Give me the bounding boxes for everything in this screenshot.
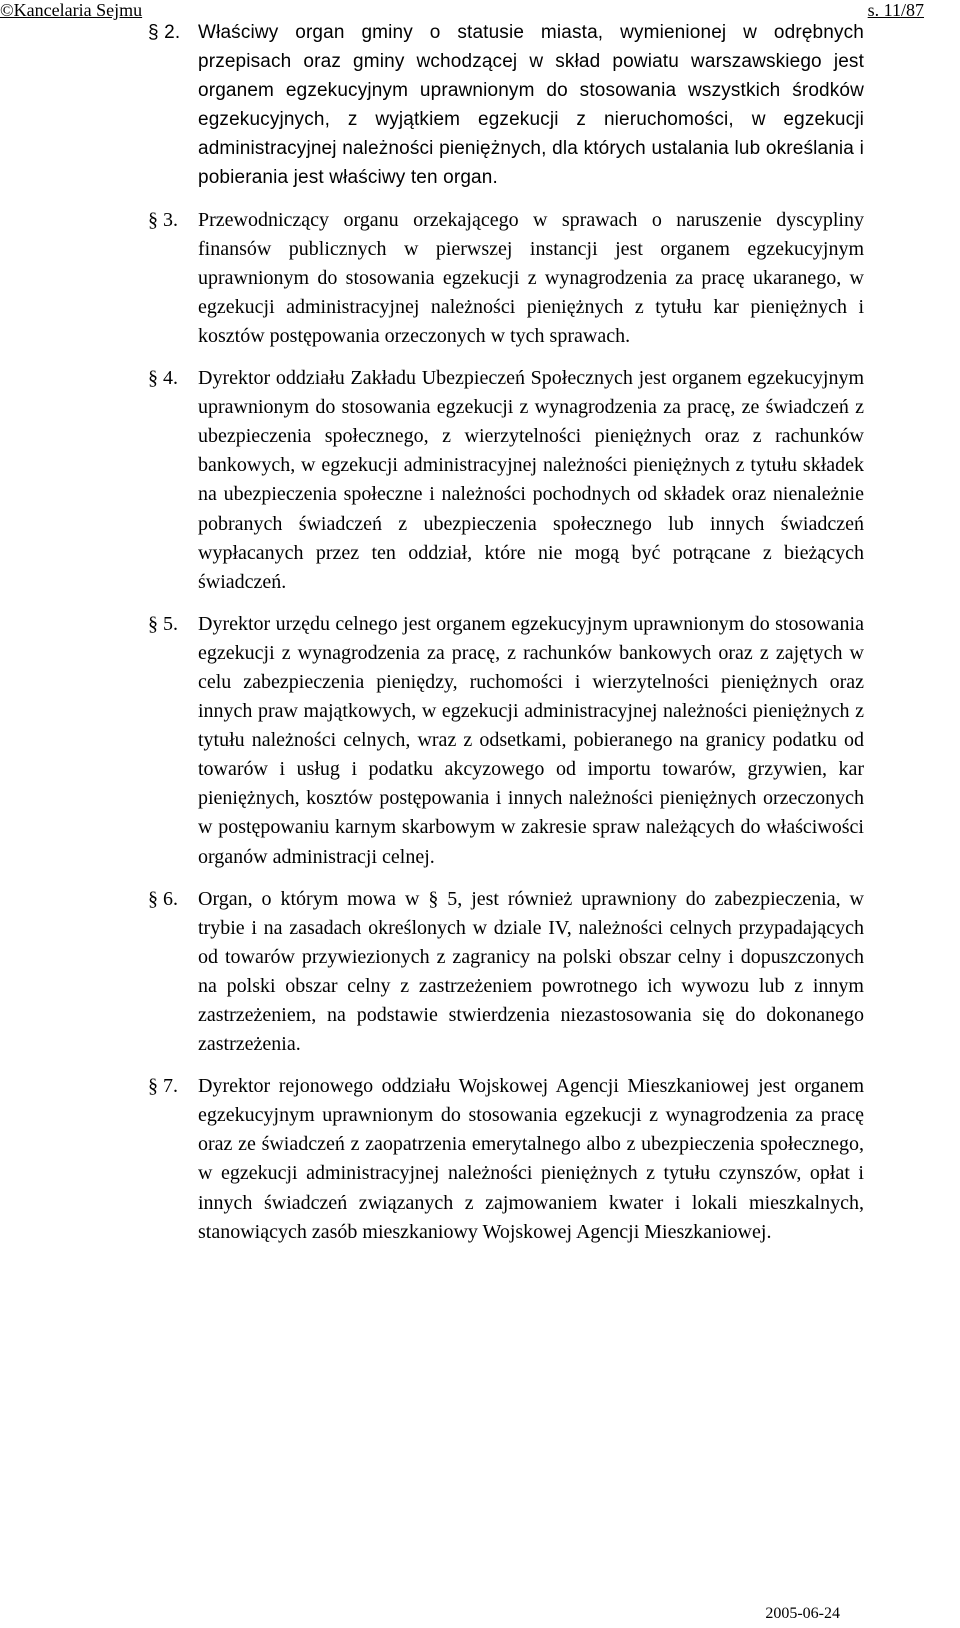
section-marker: § 4.	[148, 367, 178, 390]
section-text: Organ, o którym mowa w § 5, jest również uprawniony do zabezpieczenia, w trybie i na zasadach określonych w dziale IV, należności celnych przypadających od towarów przywiezionych z zagranicy na polski obszar celny i dopuszczonych na polski obszar celny z zastrzeżeniem powrotnego ich wywozu lub z innym zastrzeżeniem, na podstawie stwierdzenia niezastosowania się do dokonanego zastrzeżenia.	[198, 887, 864, 1056]
section-text: Dyrektor oddziału Zakładu Ubezpieczeń Społecznych jest organem egzekucyjnym uprawnionym do stosowania egzekucji z wynagrodzenia za pracę, ze świadczeń z ubezpieczenia społecznego, z wierzytelności pieniężnych oraz z rachunków bankowych, w egzekucji administracyjnej należności pieniężnych z tytułu składek na ubezpieczenia społeczne i należności pochodnych od składek oraz nienależnie pobranych świadczeń z ubezpieczenia społecznego lub innych świadczeń wypłacanych przez ten oddział, które nie mogą być potrącane z bieżących świadczeń.	[198, 367, 864, 593]
section-marker: § 2.	[148, 22, 181, 43]
section-7	[148, 1072, 864, 1247]
footer-date: 2005-06-24	[765, 1605, 840, 1622]
section-2	[148, 18, 864, 193]
section-text: Dyrektor urzędu celnego jest organem egzekucyjnym uprawnionym do stosowania egzekucji z wynagrodzenia za pracę, z rachunków bankowych oraz z zajętych w celu zabezpieczenia pieniędzy, ruchomości i wierzytelności pieniężnych oraz innych praw majątkowych, w egzekucji administracyjnej należności pieniężnych z tytułu należności celnych, wraz z odsetkami, pobieranego na granicy podatku od towarów i usług i podatku akcyzowego od importu towarów, grzywien, kar pieniężnych, kosztów postępowania i innych należności pieniężnych orzeczonych w postępowaniu karnym skarbowym w zakresie spraw należących do właściwości organów administracji celnej.	[198, 612, 864, 868]
section-text: Dyrektor rejonowego oddziału Wojskowej Agencji Mieszkaniowej jest organem egzekucyjnym uprawnionym do stosowania egzekucji z wynagrodzenia za pracę oraz ze świadczeń z zaopatrzenia emerytalnego albo z ubezpieczenia społecznego, w egzekucji administracyjnej należności pieniężnych z tytułu czynszów, opłat i innych świadczeń związanych z zajmowaniem kwater i lokali mieszkalnych, stanowiących zasób mieszkaniowy Wojskowej Agencji Mieszkaniowej.	[198, 1075, 864, 1243]
section-marker: § 3.	[148, 208, 178, 231]
section-4	[148, 364, 864, 597]
section-5	[148, 610, 864, 872]
section-text: Przewodniczący organu orzekającego w sprawach o naruszenie dyscypliny finansów publicznych w pierwszej instancji jest organem egzekucyjnym uprawnionym do stosowania egzekucji z wynagrodzenia za pracę ukaranego, w egzekucji administracyjnej należności pieniężnych z tytułu kar pieniężnych i kosztów postępowania orzeczonych w tych sprawach.	[198, 208, 864, 347]
section-3	[148, 206, 864, 351]
header-page-number: s. 11/87	[867, 0, 924, 20]
section-6	[148, 885, 864, 1060]
section-text: Właściwy organ gminy o statusie miasta, wymienionej w odrębnych przepisach oraz gminy wchodzącej w skład powiatu warszawskiego jest organem egzekucyjnym uprawnionym do stosowania wszystkich środków egzekucyjnych, z wyjątkiem egzekucji z nieruchomości, w egzekucji administracyjnej należności pieniężnych, dla których ustalania lub określania i pobierania jest właściwy ten organ.	[198, 22, 864, 189]
document-body	[148, 18, 864, 1260]
section-marker: § 6.	[148, 887, 178, 910]
section-marker: § 7.	[148, 1075, 178, 1098]
section-marker: § 5.	[148, 612, 178, 635]
header-source: ©Kancelaria Sejmu	[0, 0, 143, 20]
